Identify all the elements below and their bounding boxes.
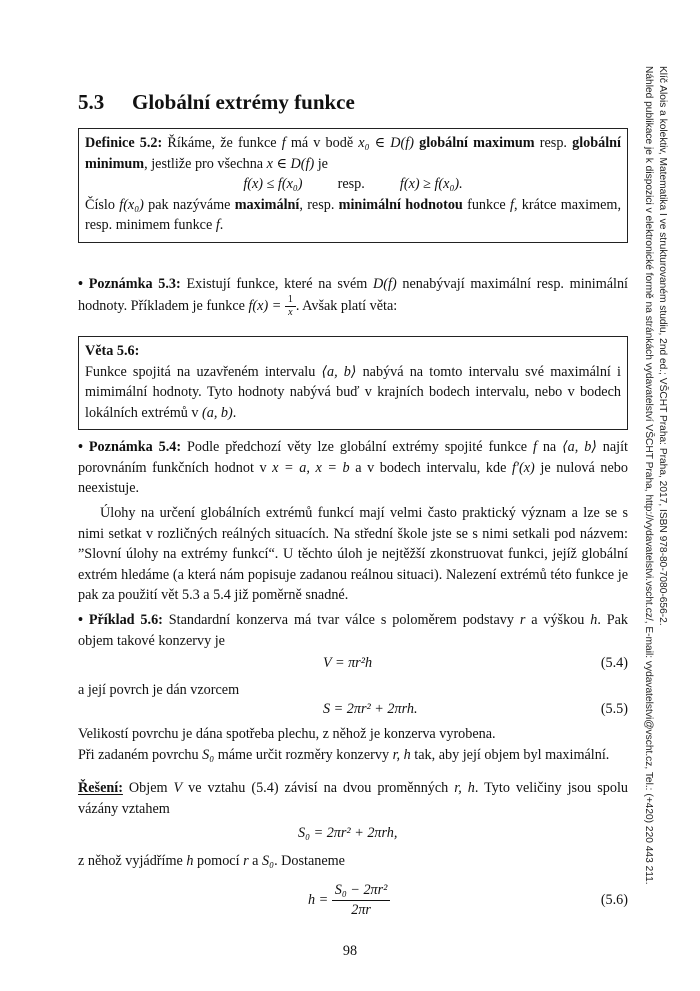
note-text: . Avšak platí věta: xyxy=(295,297,398,314)
math-endpoints: x = a, x = b xyxy=(272,459,350,476)
section-title: Globální extrémy funkce xyxy=(132,90,355,114)
definition-text: . xyxy=(219,217,224,234)
math-df: D(f) xyxy=(373,276,397,292)
math-h: h xyxy=(590,612,598,628)
fraction-h xyxy=(332,882,391,919)
definition-text: má v bodě xyxy=(285,135,359,151)
definition-label: Definice 5.2: xyxy=(85,135,163,151)
definition-text: je xyxy=(314,155,328,172)
note-5-4: • Poznámka 5.4: Podle předchozí věty lze globální extrémy spojité funkce f na ⟨a, b⟩ najít porovnáním funkčních hodnot v x = a, x = b a v bodech intervalu, kde f′(x) je nulová nebo neexistuje. xyxy=(78,439,628,497)
math-derivative: f′(x) xyxy=(511,459,535,476)
definition-text: , resp. xyxy=(299,196,339,213)
solution-text: . Dostaneme xyxy=(274,853,345,869)
example-text: a její povrch je dán vzorcem xyxy=(78,682,240,698)
definition-display-formula xyxy=(85,174,621,195)
note-text: najít porovnáním funkčních hodnot v xyxy=(78,439,628,476)
example-5-6: • Příklad 5.6: Standardní konzerva má tvar válce s poloměrem podstavy r a výškou h. Pak objem takové konzervy je xyxy=(78,612,629,649)
math-inequality-min: f(x) ≥ f(x₀). xyxy=(399,176,463,193)
term-global-maximum: globální maximum xyxy=(413,135,535,151)
definition-text: Říkáme, že funkce xyxy=(162,135,282,151)
definition-text: resp. xyxy=(534,135,573,151)
math-rh: r, h xyxy=(454,780,475,796)
fraction-numerator: S₀ − 2πr² xyxy=(332,882,391,901)
example-text: a výškou xyxy=(525,612,591,628)
equation-constraint xyxy=(78,825,628,847)
fraction-denominator: x xyxy=(288,306,293,318)
math-s0: S₀ xyxy=(262,853,275,869)
equation-5-4 xyxy=(78,655,628,677)
solution-text: ve vztahu (5.4) závisí na dvou proměnných xyxy=(182,780,455,796)
math-inequality-max: f(x) ≤ f(x₀) xyxy=(243,176,303,193)
math-fx0: f(x₀) xyxy=(119,196,144,213)
theorem-text: . xyxy=(232,404,237,421)
math-f: f xyxy=(509,196,514,213)
note-text: Podle předchozí věty lze globální extrémy spojité funkce xyxy=(181,439,533,455)
note-text: na xyxy=(536,439,563,455)
math-r: r xyxy=(243,853,249,869)
math-rh: r, h xyxy=(392,746,411,763)
math-v: V xyxy=(173,780,183,796)
example-text: . Pak objem takové konzervy je xyxy=(78,612,629,649)
equation-surface: S = 2πr² + 2πrh. xyxy=(323,701,418,717)
math-x-in-df: x ∈ D(f) xyxy=(266,155,315,172)
math-interval: ⟨a, b⟩ xyxy=(562,439,597,455)
example-conclusion xyxy=(78,724,628,765)
equation-h xyxy=(308,882,390,919)
definition-text: , krátce maximem, resp. minimem funkce xyxy=(85,196,621,234)
note-text: je nulová nebo neexistuje. xyxy=(78,459,628,497)
sidebar-publication-info xyxy=(642,66,670,946)
note-text: a v bodech intervalu, kde xyxy=(349,459,512,476)
solution-label: Řešení: xyxy=(78,780,123,796)
definition-text: , jestliže pro všechna xyxy=(144,155,267,172)
math-closed-interval: ⟨a, b⟩ xyxy=(321,363,357,380)
definition-text: pak nazýváme xyxy=(143,196,235,213)
math-x0-in-df: x₀ ∈ D(f) xyxy=(358,135,414,151)
math-open-interval: (a, b) xyxy=(202,404,233,421)
equation-volume: V = πr²h xyxy=(323,655,373,671)
theorem-label: Věta 5.6: xyxy=(85,343,140,359)
solution-text-express xyxy=(78,851,628,872)
equation-5-6 xyxy=(78,880,628,924)
display-resp: resp. xyxy=(337,176,365,193)
example-text: tak, aby její objem byl maximální. xyxy=(410,746,610,763)
equation-tag: (5.4) xyxy=(600,655,628,671)
solution-text: z něhož vyjádříme xyxy=(78,853,187,869)
note-5-3: • Poznámka 5.3: Existují funkce, které na svém D(f) nenabývají maximální resp. minimální hodnoty. Příkladem je funkce f(x) = $\frac{1}{x}$ . Avšak platí věta: xyxy=(78,276,629,318)
example-text-surface xyxy=(78,680,628,701)
math-f: f xyxy=(281,135,286,151)
note-text: Existují funkce, které na svém xyxy=(180,276,374,292)
math-s0: S₀ xyxy=(202,746,215,763)
example-text: Standardní konzerva má tvar válce s poloměrem podstavy xyxy=(162,612,520,628)
example-text: Při zadaném povrchu xyxy=(78,746,203,763)
note-text: nenabývají maximální resp. minimální hodnoty. Příkladem je funkce xyxy=(78,276,629,314)
term-global-minimum: globální minimum xyxy=(85,135,621,172)
theorem-text: nabývá na tomto intervalu své maximální i mimimální hodnoty. Tyto hodnoty nabývá buď v krajních bodech intervalu, nebo v bodech lokálních extrémů v xyxy=(85,363,621,421)
section-number: 5.3 xyxy=(78,90,105,114)
math-h: h xyxy=(186,853,194,869)
note-label: Poznámka 5.3: xyxy=(88,276,181,292)
solution xyxy=(78,778,628,819)
equation-5-5 xyxy=(78,701,628,723)
paragraph-text: Úlohy na určení globálních extrémů funkcí mají velmi často praktický význam a lze se s nimi setkat v rozličných reálných situacích. Na střední škole jste se s nimi setkali pod názvem: ”Slovní úlohy na extrémy funkcí“. U těchto úloh je nejtěžší zkonstruovat funkci, jejíž globální extrém hledáme (a která nám popisuje zadanou reálnou situaci). Nalezení extrémů této funkce je pak za použití vět 5.3 a 5.4 již poměrně snadné. xyxy=(78,505,628,604)
theorem-text: Funkce spojitá na uzavřeném intervalu xyxy=(85,363,322,380)
definition-box xyxy=(78,128,628,243)
example-text: Velikostí povrchu je dána spotřeba plechu, z něhož je konzerva vyrobena. xyxy=(78,726,496,742)
equation-surface-constraint: S₀ = 2πr² + 2πrh, xyxy=(298,825,398,841)
body-paragraph xyxy=(78,503,628,606)
example-label: Příklad 5.6: xyxy=(88,612,163,628)
solution-text: . Tyto veličiny jsou spolu vázány vztahem xyxy=(78,780,628,817)
solution-text: pomocí xyxy=(193,853,244,869)
definition-text: Číslo xyxy=(85,196,120,213)
fraction-numerator: 1 xyxy=(285,295,296,307)
sidebar-line-contact: Náhled publikace je k dispozici v elektronické formě na stránkách vydavatelství VŠCHT Praha, http://vydavatelstvi.vscht.cz/, E-mail: vydavatelstvi@vscht.cz, Tel.: (+420) 220 443 211. xyxy=(643,66,654,885)
equation-h-left: h = xyxy=(308,891,332,908)
fraction-denominator: 2πr xyxy=(351,902,371,918)
equation-tag: (5.6) xyxy=(600,892,628,908)
section-heading xyxy=(78,90,355,115)
solution-text: Objem xyxy=(122,780,174,796)
solution-text: a xyxy=(248,853,263,869)
math-f: f xyxy=(532,439,537,455)
fraction-one-over-x xyxy=(285,295,296,318)
math-f: f xyxy=(215,217,220,234)
page-number: 98 xyxy=(342,943,358,959)
definition-text: funkce xyxy=(462,196,510,213)
term-minimal-value: minimální hodnotou xyxy=(338,196,463,213)
sidebar-line-citation: Klíč Alois a kolektiv, Matematika I ve strukturovaném studiu, 2nd ed.; VŠCHT Praha: Praha, 2017, ISBN 978-80-7080-656-2. xyxy=(657,66,668,626)
term-maximal: maximální xyxy=(234,196,300,213)
math-fx: f(x) = xyxy=(248,297,285,314)
example-text: máme určit rozměry konzervy xyxy=(214,746,393,763)
note-label: Poznámka 5.4: xyxy=(88,439,182,455)
math-r: r xyxy=(519,612,526,628)
equation-tag: (5.5) xyxy=(600,701,628,717)
theorem-box xyxy=(78,336,628,430)
